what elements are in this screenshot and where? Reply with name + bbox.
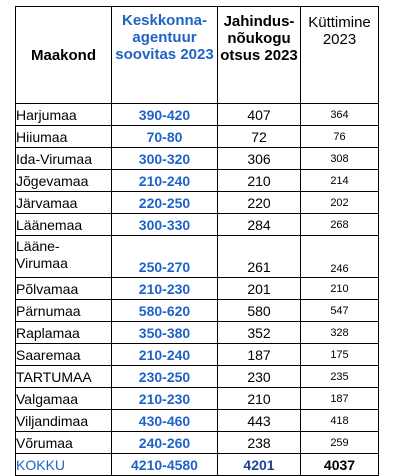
- council-decision-cell: 220: [218, 192, 301, 214]
- council-decision-cell: 72: [218, 126, 301, 148]
- harvest-cell: 235: [301, 366, 379, 388]
- county-cell: Jõgevamaa: [16, 170, 112, 192]
- council-decision-cell: 210: [218, 170, 301, 192]
- total-council-decision: 4201: [218, 454, 301, 476]
- table-row: [16, 148, 379, 170]
- county-cell: Valgamaa: [16, 388, 112, 410]
- header-row: [16, 7, 379, 104]
- county-cell: Järvamaa: [16, 192, 112, 214]
- total-label: KOKKU: [16, 454, 112, 476]
- agency-recommendation-cell: 390-420: [112, 104, 218, 126]
- harvest-cell: 175: [301, 344, 379, 366]
- council-decision-cell: 210: [218, 388, 301, 410]
- table-row: [16, 410, 379, 432]
- council-decision-cell: 352: [218, 322, 301, 344]
- header-county: Maakond: [16, 7, 112, 104]
- table-row: [16, 388, 379, 410]
- council-decision-cell: 238: [218, 432, 301, 454]
- agency-recommendation-cell: 580-620: [112, 300, 218, 322]
- table-row: [16, 432, 379, 454]
- table-row: [16, 278, 379, 300]
- county-cell: Läänemaa: [16, 214, 112, 236]
- agency-recommendation-cell: 300-330: [112, 214, 218, 236]
- council-decision-cell: 261: [218, 236, 301, 278]
- agency-recommendation-cell: 70-80: [112, 126, 218, 148]
- harvest-cell: 268: [301, 214, 379, 236]
- county-cell: Ida-Virumaa: [16, 148, 112, 170]
- agency-recommendation-cell: 430-460: [112, 410, 218, 432]
- table-row: [16, 192, 379, 214]
- harvest-cell: 76: [301, 126, 379, 148]
- table-row: [16, 366, 379, 388]
- header-inquiry: Jahindus-nõukogu otsus 2023: [218, 7, 301, 104]
- county-cell: Harjumaa: [16, 104, 112, 126]
- county-cell: TARTUMAA: [16, 366, 112, 388]
- harvest-cell: 364: [301, 104, 379, 126]
- header-planted: Küttimine 2023: [301, 7, 379, 104]
- county-cell: Lääne-Virumaa: [16, 236, 112, 278]
- county-cell: Võrumaa: [16, 432, 112, 454]
- table-row: [16, 322, 379, 344]
- agency-recommendation-cell: 210-240: [112, 344, 218, 366]
- county-cell: Pärnumaa: [16, 300, 112, 322]
- hunting-quota-table: [15, 6, 379, 476]
- council-decision-cell: 187: [218, 344, 301, 366]
- council-decision-cell: 230: [218, 366, 301, 388]
- table-row: [16, 214, 379, 236]
- agency-recommendation-cell: 220-250: [112, 192, 218, 214]
- harvest-cell: 246: [301, 236, 379, 278]
- harvest-cell: 187: [301, 388, 379, 410]
- harvest-cell: 214: [301, 170, 379, 192]
- agency-recommendation-cell: 210-240: [112, 170, 218, 192]
- council-decision-cell: 284: [218, 214, 301, 236]
- agency-recommendation-cell: 300-320: [112, 148, 218, 170]
- harvest-cell: 259: [301, 432, 379, 454]
- header-agency: Keskkonna-agentuur soovitas 2023: [112, 7, 218, 104]
- county-cell: Hiiumaa: [16, 126, 112, 148]
- total-harvest: 4037: [301, 454, 379, 476]
- agency-recommendation-cell: 230-250: [112, 366, 218, 388]
- table-body: [16, 7, 379, 476]
- county-cell: Saaremaa: [16, 344, 112, 366]
- agency-recommendation-cell: 250-270: [112, 236, 218, 278]
- table-row: [16, 300, 379, 322]
- county-cell: Viljandimaa: [16, 410, 112, 432]
- harvest-cell: 328: [301, 322, 379, 344]
- harvest-cell: 547: [301, 300, 379, 322]
- harvest-cell: 308: [301, 148, 379, 170]
- harvest-cell: 418: [301, 410, 379, 432]
- agency-recommendation-cell: 240-260: [112, 432, 218, 454]
- harvest-cell: 210: [301, 278, 379, 300]
- county-cell: Raplamaa: [16, 322, 112, 344]
- county-cell: Põlvamaa: [16, 278, 112, 300]
- council-decision-cell: 306: [218, 148, 301, 170]
- council-decision-cell: 580: [218, 300, 301, 322]
- harvest-cell: 202: [301, 192, 379, 214]
- table-row: [16, 170, 379, 192]
- table-row: [16, 104, 379, 126]
- agency-recommendation-cell: 210-230: [112, 278, 218, 300]
- council-decision-cell: 407: [218, 104, 301, 126]
- table-row: [16, 344, 379, 366]
- table-row: [16, 236, 379, 278]
- agency-recommendation-cell: 350-380: [112, 322, 218, 344]
- table-row: [16, 126, 379, 148]
- council-decision-cell: 443: [218, 410, 301, 432]
- agency-recommendation-cell: 210-230: [112, 388, 218, 410]
- council-decision-cell: 201: [218, 278, 301, 300]
- total-agency: 4210-4580: [112, 454, 218, 476]
